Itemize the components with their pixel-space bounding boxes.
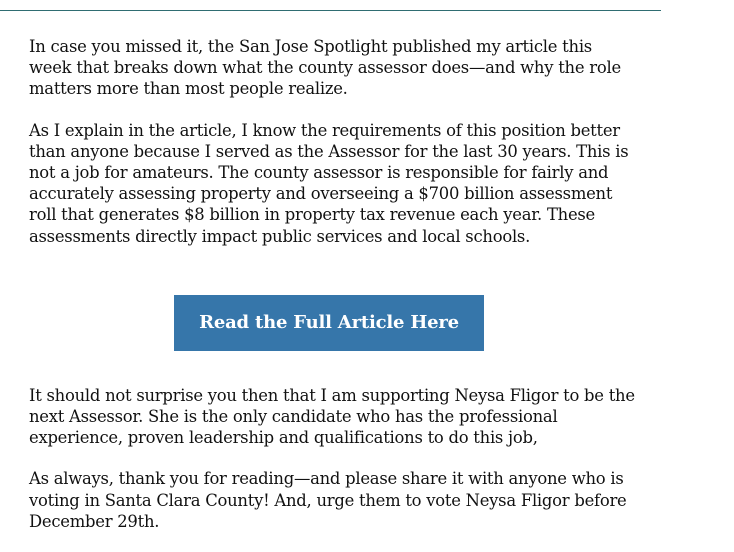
- article-summary-paragraph: As I explain in the article, I know the requirements of this position better than anyone because I served as the Assessor for the last 30 years. This is not a job for amateurs. The county assessor is responsible for fairly and accurately assessing property and overseeing a $700 billion assessment roll that generates $8 billion in property tax revenue each year. These assessments directly impact public services and local schools.: [29, 120, 629, 246]
- endorsement-paragraph: It should not surprise you then that I am supporting Neysa Fligor to be the next Assessor. She is the only candidate who has the professional experience, proven leadership and qualifications to do this job,: [29, 385, 635, 448]
- header-divider: [0, 10, 661, 11]
- cta-container: [29, 267, 639, 385]
- email-body: [29, 36, 639, 552]
- read-full-article-button[interactable]: Read the Full Article Here: [174, 295, 484, 351]
- closing-paragraph: As always, thank you for reading—and please share it with anyone who is voting in Santa Clara County! And, urge them to vote Neysa Fligor before December 29th.: [29, 469, 627, 531]
- intro-paragraph: In case you missed it, the San Jose Spotlight published my article this week that breaks down what the county assessor does—and why the role matters more than most people realize.: [29, 37, 621, 99]
